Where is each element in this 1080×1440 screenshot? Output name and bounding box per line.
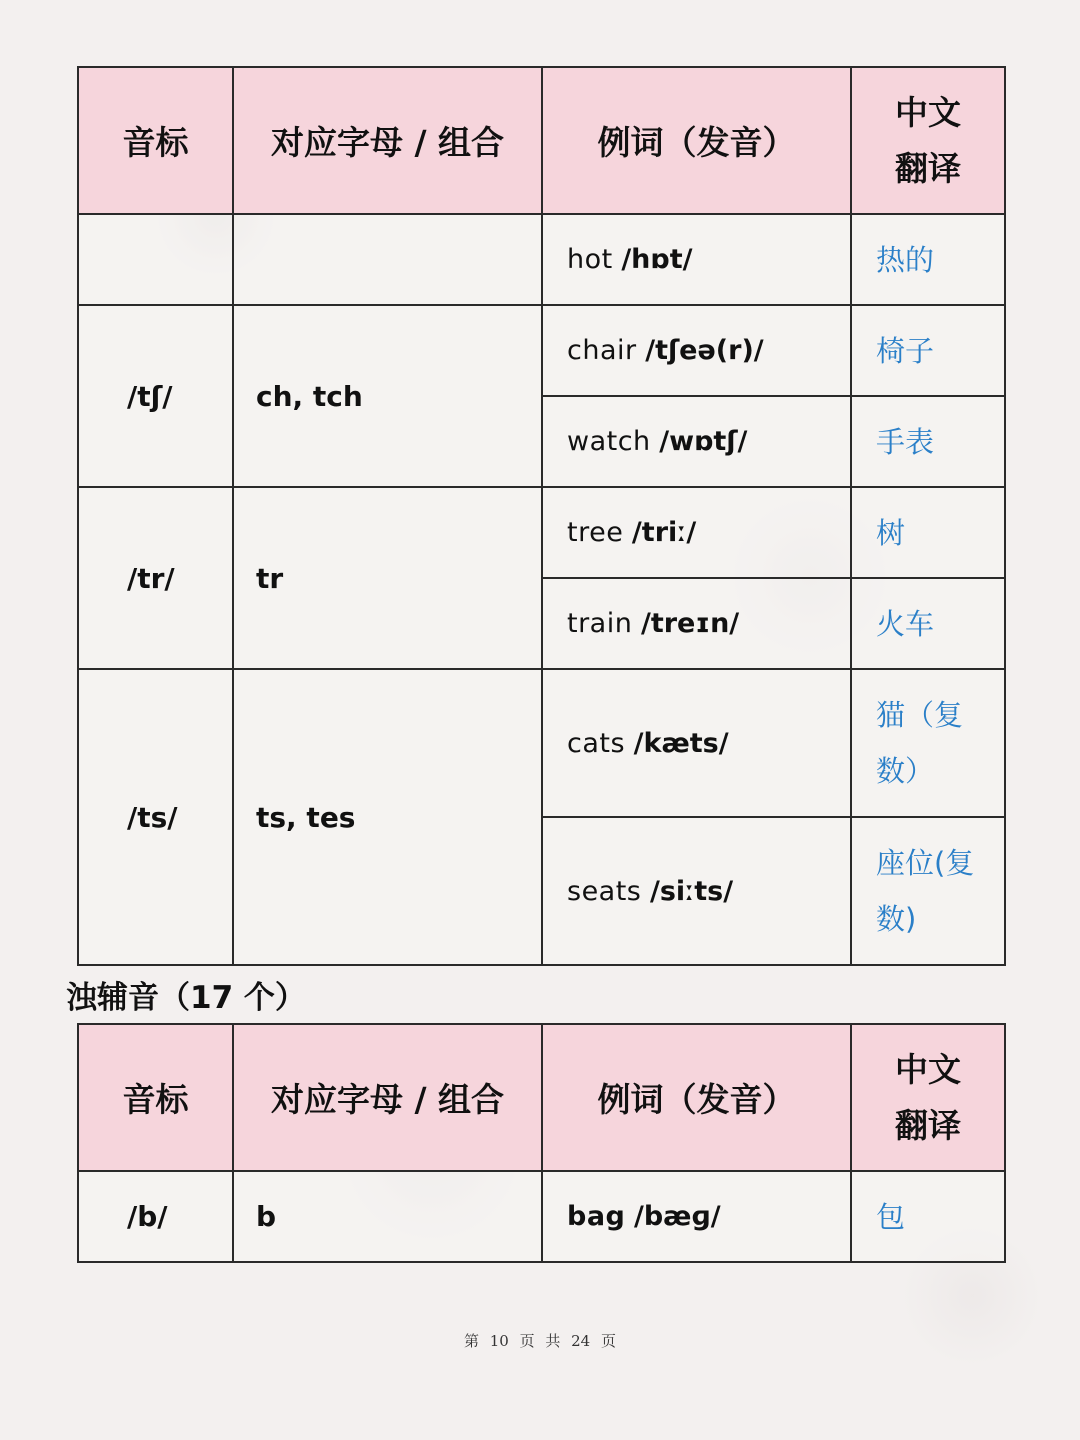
meaning-cell: 包	[851, 1171, 1005, 1262]
example-ipa: /bæɡ/	[633, 1201, 721, 1232]
example-cell	[542, 578, 851, 669]
table-row	[78, 487, 1005, 578]
meaning-cell: 树	[851, 487, 1005, 578]
header-letters: 对应字母 / 组合	[233, 67, 542, 214]
section-title: 浊辅音（17 个）	[66, 980, 306, 1016]
example-cell	[542, 487, 851, 578]
header-example: 例词（发音）	[542, 1024, 851, 1171]
meaning-cell: 座位(复数)	[851, 817, 1005, 965]
example-word: hot	[567, 244, 613, 275]
header-translation	[851, 1024, 1005, 1171]
table-row	[78, 669, 1005, 817]
phonics-table-voiceless	[77, 66, 1006, 966]
example-word: tree	[567, 517, 624, 548]
meaning-cell: 火车	[851, 578, 1005, 669]
letters-cell: tr	[233, 487, 542, 669]
meaning-cell: 手表	[851, 396, 1005, 487]
symbol-cell	[78, 214, 233, 305]
example-word: train	[567, 608, 633, 639]
header-translation-line1: 中文	[895, 92, 961, 132]
example-word: chair	[567, 335, 637, 366]
header-symbol: 音标	[78, 67, 233, 214]
example-ipa: /triː/	[631, 517, 697, 548]
header-translation-line1: 中文	[895, 1049, 961, 1089]
letters-cell	[233, 214, 542, 305]
letters-cell: ch, tch	[233, 305, 542, 487]
example-cell	[542, 214, 851, 305]
symbol-cell: /tʃ/	[78, 305, 233, 487]
example-cell	[542, 1171, 851, 1262]
letters-cell: ts, tes	[233, 669, 542, 965]
table-row	[78, 305, 1005, 396]
header-translation-line2: 翻译	[895, 1105, 961, 1145]
example-ipa: /wɒtʃ/	[659, 426, 748, 457]
header-example: 例词（发音）	[542, 67, 851, 214]
phonics-table-voiced	[77, 1023, 1006, 1263]
header-translation-line2: 翻译	[895, 148, 961, 188]
example-word: bag	[567, 1201, 626, 1232]
meaning-cell: 热的	[851, 214, 1005, 305]
table-row	[78, 1171, 1005, 1262]
header-translation	[851, 67, 1005, 214]
example-ipa: /siːts/	[649, 875, 734, 907]
example-cell	[542, 396, 851, 487]
symbol-cell: /tr/	[78, 487, 233, 669]
meaning-cell: 椅子	[851, 305, 1005, 396]
letters-cell: b	[233, 1171, 542, 1262]
page-footer: 第 10 页 共 24 页	[463, 1332, 616, 1350]
table-header-row	[78, 1024, 1005, 1171]
example-cell	[542, 305, 851, 396]
example-ipa: /kæts/	[633, 727, 729, 759]
table-row	[78, 214, 1005, 305]
header-symbol: 音标	[78, 1024, 233, 1171]
table-header-row	[78, 67, 1005, 214]
example-cell	[542, 669, 851, 817]
symbol-cell: /ts/	[78, 669, 233, 965]
example-ipa: /tʃeə(r)/	[645, 335, 764, 366]
symbol-cell: /b/	[78, 1171, 233, 1262]
header-letters: 对应字母 / 组合	[233, 1024, 542, 1171]
example-ipa: /hɒt/	[621, 244, 693, 275]
example-word: watch	[567, 426, 651, 457]
example-word: cats	[567, 727, 626, 759]
meaning-cell: 猫（复数）	[851, 669, 1005, 817]
example-word: seats	[567, 875, 642, 907]
example-ipa: /treɪn/	[640, 608, 740, 639]
example-cell	[542, 817, 851, 965]
